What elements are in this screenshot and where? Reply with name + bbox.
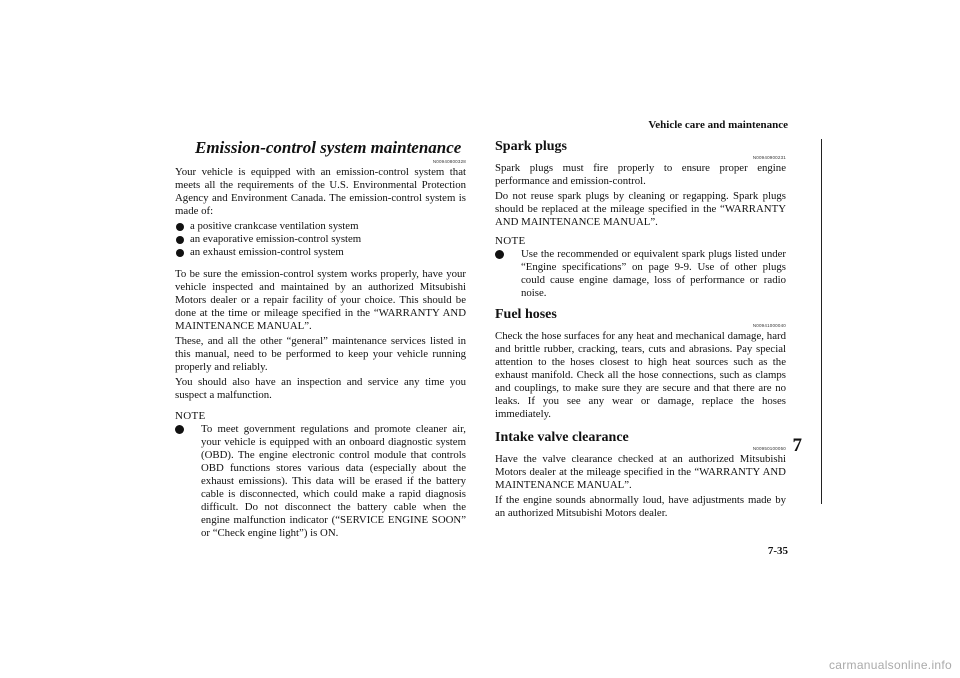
body-paragraph: Spark plugs must fire properly to ensure proper engine performance and emission-control. [495, 162, 786, 187]
body-paragraph: These, and all the other “general” maintenance services listed in this manual, need to be performed to keep your vehicle running properly and reliably. [175, 335, 466, 373]
list-item: an exhaust emission-control system [175, 246, 466, 259]
section-title-fuel-hoses: Fuel hoses [495, 307, 557, 322]
list-item: a positive crankcase ventilation system [175, 220, 466, 233]
intro-paragraph: Your vehicle is equipped with an emission-control system that meets all the requirements of the U.S. Environmental Protection Agency and Environment Canada. The emission-control system is made of: [175, 166, 466, 217]
page-number: 7-35 [767, 545, 788, 557]
section-title-intake-valve: Intake valve clearance [495, 430, 629, 445]
section-code: N00940800328 [432, 159, 466, 164]
section-code: N00941000040 [752, 323, 786, 328]
right-column [495, 139, 786, 522]
section-code: N00950100050 [752, 446, 786, 451]
watermark: carmanualsonline.info [828, 658, 952, 672]
list-item: an evaporative emission-control system [175, 233, 466, 246]
note-list [495, 248, 786, 300]
note-label: NOTE [495, 235, 526, 247]
chapter-tab-divider [821, 139, 822, 504]
section-code: N00940900231 [752, 155, 786, 160]
running-header: Vehicle care and maintenance [648, 119, 788, 131]
note-list [175, 423, 466, 540]
body-paragraph: To be sure the emission-control system works properly, have your vehicle inspected and maintained by an authorized Mitsubishi Motors dealer or a repair facility of your choice. This should be done at the time or mileage specified in the “WARRANTY AND MAINTENANCE MANUAL”. [175, 268, 466, 332]
chapter-number: 7 [792, 435, 802, 456]
body-paragraph: Have the valve clearance checked at an authorized Mitsubishi Motors dealer at the mileage specified in the “WARRANTY AND MAINTENANCE MANUAL”. [495, 453, 786, 491]
note-label: NOTE [175, 410, 206, 422]
body-paragraph: Check the hose surfaces for any heat and mechanical damage, hard and brittle rubber, cracking, tears, cuts and abrasions. Pay special attention to the hoses closest to high heat sources such as the exhaust manifold. Check all the hose connections, such as clamps and couplings, to make sure they are secure and that there are no leaks. If you see any wear or damage, replace the hoses immediately. [495, 330, 786, 420]
note-item: To meet government regulations and promote cleaner air, your vehicle is equipped with an onboard diagnostic system (OBD). The engine electronic control module that controls OBD functions stores various data (especially about the exhaust emissions). This data will be erased if the battery cable is disconnected, which could make a rapid diagnosis difficult. Do not disconnect the battery cable when the engine malfunction indicator (“SERVICE ENGINE SOON” or “Check engine light”) is ON. [175, 423, 466, 540]
body-paragraph: Do not reuse spark plugs by cleaning or regapping. Spark plugs should be replaced at the mileage specified in the “WARRANTY AND MAINTENANCE MANUAL”. [495, 190, 786, 228]
body-paragraph: If the engine sounds abnormally loud, have adjustments made by an authorized Mitsubishi Motors dealer. [495, 494, 786, 519]
body-paragraph: You should also have an inspection and service any time you suspect a malfunction. [175, 376, 466, 401]
system-list [175, 220, 466, 259]
note-item: Use the recommended or equivalent spark plugs listed under “Engine specifications” on page 9-9. Use of other plugs could cause engine damage, loss of performance or radio noise. [495, 248, 786, 300]
section-title-spark-plugs: Spark plugs [495, 139, 567, 154]
left-column [175, 139, 466, 540]
section-title-emission: Emission-control system maintenance [195, 138, 462, 157]
